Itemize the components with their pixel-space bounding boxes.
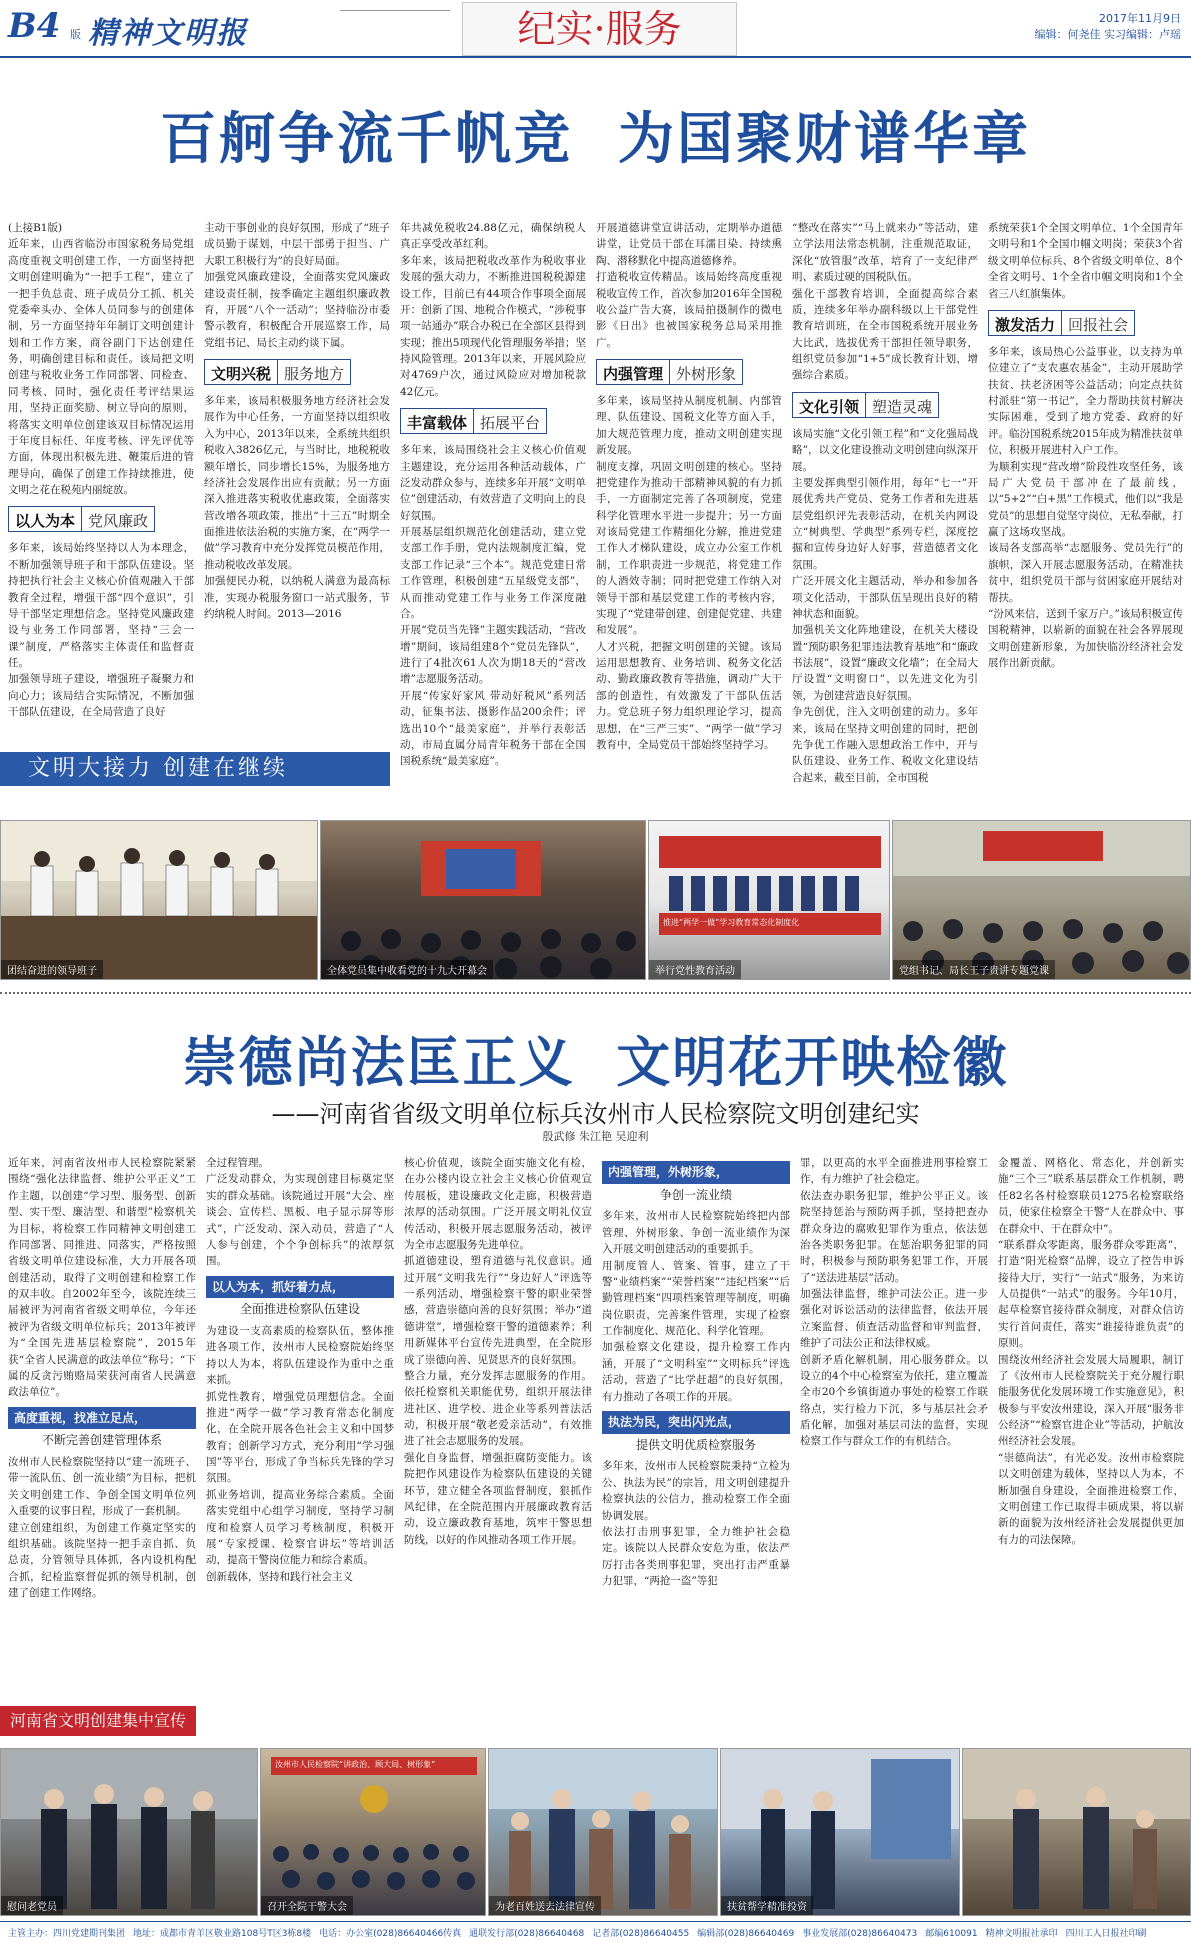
- story2-col2: [206, 1155, 394, 1585]
- paragraph: “汾风来信，送到千家万户。”该局积极宣传国税精神，以崭新的面貌在社会各界展现文明创建新形象，为加快临汾经济社会发展作出新贡献。: [988, 607, 1183, 669]
- paragraph: 开展道德讲堂宣讲活动，定期举办道德讲堂，让党员干部在耳濡目染、持续熏陶、潜移默化中提高道德修养。: [596, 222, 782, 267]
- sub-heading-secondary: 不断完善创建管理体系: [41, 1433, 162, 1448]
- story2-col5: [800, 1155, 988, 1450]
- story1-headline: 百舸争流千帆竞 为国聚财谱华章: [160, 107, 1031, 172]
- sub-heading-secondary: 争创一流业绩: [659, 1187, 732, 1202]
- section-heading: 文明兴税 服务地方: [204, 359, 390, 385]
- paragraph: 强化干部教育培训，全面提高综合素质，连续多年举办副科级以上干部党性教育培训班，在全市国税系统开展业务大比武，选拔优秀干部担任领导职务，组织党员参加“1+5”成长教育计划，增强综合素质。: [792, 287, 978, 382]
- visit-illustration: [1, 1749, 258, 1916]
- paragraph: 开展“传家好家风 带动好税风”系列活动，征集书法、摄影作品200余件；评选出10个“最美家庭”，并举行表彰活动，市局直属分局青年税务干部在全国国税系统“最美家庭”。: [400, 689, 586, 768]
- leadership-team-illustration: [1, 821, 318, 980]
- paragraph: 多年来，该局把税收改革作为税收事业发展的强大动力，不断推进国税税源建设工作，目前已有44项合作事项全面展开：创新了国、地税合作模式，“涉税事项一站通办”联合办税已在全部区县得到实现；推出5项现代化管理服务举措；坚持风险管理。2013年以来，开展风险应对4769户次，通过风险应对增加税款42亿元。: [400, 254, 586, 398]
- paragraph: 主要发挥典型引领作用，每年“七一”开展优秀共产党员、党务工作者和先进基层党组织评先表彰活动，在机关内网设立“树典型、学典型”系列专栏，深度挖掘和宣传身边好人好事，营造德者文化氛围。: [792, 476, 978, 571]
- poverty-relief-illustration: [721, 1749, 960, 1916]
- story1-photo-3: [648, 820, 890, 980]
- story2-col1: [8, 1155, 196, 1601]
- story2-photo-1: [0, 1748, 258, 1916]
- footer-item: 电话：办公室(028)86640466传真: [319, 1929, 462, 1939]
- paragraph: 多年来，该局热心公益事业，以支持为单位建立了“支农惠农基金”，主动开展助学扶贫、扶老济困等公益活动；向定点扶贫村派驻“第一书记”，全力帮助扶贫村解决实际困难，受到了地方党委、政府的好评。临汾国税系统2015年成为精准扶贫单位，积极开展进村入户工作。: [988, 345, 1183, 457]
- story1-banner: [0, 752, 390, 786]
- story1-col5: [792, 220, 978, 786]
- photo-caption: 慰问老党员: [1, 1896, 63, 1915]
- footer-item: 记者部(028)86640455: [592, 1929, 690, 1939]
- paragraph: 加强领导班子建设，增强班子凝聚力和向心力；该局结合实际情况，不断加强干部队伍建设，在全局营造了良好: [8, 673, 194, 719]
- paragraph: 围绕汝州经济社会发展大局履职，制订了《汝州市人民检察院关于充分履行职能服务优化发展环境工作实施意见》，积极参与平安汝州建设，深入开展“服务非公经济”“检察官进企业”等活动，护航汝州经济社会发展。: [998, 1353, 1184, 1448]
- paragraph: 广泛开展文化主题活动，举办和参加各项文化活动，干部队伍呈现出良好的精神状态和面貌。: [792, 575, 978, 620]
- story2-col3: [404, 1155, 592, 1548]
- banner-text: 河南省文明创建集中宣传: [9, 1711, 186, 1730]
- footer-item: 地址：成都市青羊区敬业路108号T区3栋8楼: [133, 1929, 312, 1939]
- paragraph: 多年来，汝州市人民检察院始终把内部管理、外树形象、争创一流业绩作为深入开展文明创建活动的重要抓手。: [602, 1210, 790, 1256]
- photo-caption: 举行党性教育活动: [649, 960, 741, 979]
- story2-subtitle: ——河南省省级文明单位标兵汝州市人民检察院文明创建纪实: [271, 1100, 920, 1128]
- paragraph: 近年来，山西省临汾市国家税务局党组高度重视文明创建工作，一方面坚持把文明创建明确为“一把手工程”，建立了一把手负总责、班子成员分工抓、机关党委牵头办、全体人员同参与的创建体制，另一方面坚持年年制订文明创建计划和工作方案，商谷副门下达创建任务，明确创建目标和责任。该局把文明创建与税收业务工作同部署、同检查、同考核、同时，强化责任考评结果运用，坚持正面奖励、树立导向的原则，将落实文明单位创建该双目标情况运用于年度目标任、年度考核、评先评优等方面，体现出积极先进、鞭策后进的管理导向，确保了创建工作持续推进，使文明之花在税苑内丽绽放。: [8, 238, 194, 496]
- paragraph: 抓业务培训，提高业务综合素质。全面落实党组中心组学习制度，坚持学习制度和检察人员学习考核制度，积极开展“专家授课、检察官讲坛”等培训活动，提高干警岗位能力和综合素质。: [206, 1488, 394, 1567]
- story2-photo-3: [488, 1748, 718, 1916]
- masthead: 精神文明报: [88, 16, 248, 51]
- paragraph: 罪，以更高的水平全面推进刑事检察工作，有力维护了社会稳定。: [800, 1157, 988, 1186]
- story2-photo-5: [962, 1748, 1191, 1916]
- paragraph: 创新载体，坚持和践行社会主义: [206, 1570, 353, 1583]
- banner-text: 文明大接力 创建在继续: [28, 756, 288, 781]
- family-visit-illustration: [963, 1749, 1191, 1916]
- story1-photo-4: [892, 820, 1191, 980]
- paragraph: 该局实施“文化引领工程”和“文化强局战略”，以文化建设推动文明创建向纵深开展。: [792, 427, 978, 473]
- story2-photo-2: [260, 1748, 486, 1916]
- photo-caption: 党组书记、局长王子贵讲专题党课: [893, 960, 1055, 979]
- footer-item: 事业发展部(028)86640473: [802, 1929, 918, 1939]
- paragraph: 打造税收宣传精品。该局始终高度重视税收宣传工作，首次参加2016年全国税收公益广告大赛，该局拍摄制作的微电影《日出》也被国家税务总局采用推广。: [596, 271, 782, 349]
- paragraph: 强化自身监督，增强拒腐防变能力。该院把作风建设作为检察队伍建设的关键环节，建立健全各项监督制度，狠抓作风纪律，在全院范围内开展廉政教育活动，设立廉政教育基地，筑牢干警思想防线，以好的作风推动各项工作开展。: [404, 1451, 592, 1546]
- story2-col6: [998, 1155, 1184, 1548]
- paragraph: 开展基层组织规范化创建活动，建立党支部工作手册，党内法规制度汇编，党支部工作记录“三个本”。规范党建日常工作管理，积极创建“五星级党支部”，从而推动党建工作与业务工作深度融合。: [400, 526, 586, 620]
- paragraph: 加强党风廉政建设，全面落实党风廉政建设责任制，按季确定主题组织廉政教育，开展“八个一活动”；坚持临汾市委警示教育，积极配合开展巡察工作，局党组书记、局长主动约谈下属。: [204, 271, 390, 349]
- sub-heading-secondary: 提供文明优质检察服务: [635, 1437, 756, 1452]
- meeting-hall-illustration: [321, 821, 646, 980]
- paragraph: 用制度管人、管案、管事，建立了干警“业绩档案”“荣誉档案”“违纪档案”“后勤管理档案”四项档案管理等制度，明确岗位职责，完善案件管理，实现了检察工作制度化、规范化、科学化管理。: [602, 1259, 790, 1338]
- paragraph: 加强检察文化建设，提升检察工作内涵，开展了“文明科室”“文明标兵”评选活动，营造了“比学赶超”的良好氛围，有力推动了各项工作的开展。: [602, 1341, 790, 1403]
- paragraph: 人才兴税，把握文明创建的关键。该局运用思想教育、业务培训、税务文化活动、勤政廉政教育等措施，调动广大干部的创造性，有效激发了干部队伍活力。党总班子努力组织理论学习，提高思想，在“三严三实”、“两学一做”学习教育中，全局党员干部始终坚持学习。: [596, 640, 782, 751]
- paragraph: 依法打击刑事犯罪，全力维护社会稳定。该院以人民群众安危为重，依法严厉打击各类刑事犯罪，突出打击严重暴力犯罪，“两抢一盗”等犯: [602, 1525, 790, 1587]
- paragraph: “联系群众零距离，服务群众零距离”，打造“阳光检察”品牌，设立了控告申诉接待大厅，实行“一站式”服务，为来访人员提供“一站式”的服务。今年10月，起草检察官接待群众制度，对群众信访实行首问责任，落实“谁接待谁负责”的原则。: [998, 1238, 1184, 1350]
- section-heading: 内强管理 外树形象: [596, 359, 782, 385]
- paragraph: 年共减免税收24.88亿元，确保纳税人真正享受改革红利。: [400, 222, 586, 251]
- paragraph: 广泛发动群众，为实现创建目标奠定坚实的群众基础。该院通过开展“大会、座谈会、宣传栏、黑板、电子显示屏等形式”，广泛发动、深入动员，营造了“人人参与创建，个个争创标兵”的浓厚氛围。: [206, 1173, 394, 1268]
- photo-caption: 召开全院干警大会: [261, 1896, 353, 1915]
- page-footer: [0, 1921, 1191, 1943]
- sub-heading: 以人为本，抓好着力点，: [206, 1276, 394, 1299]
- paragraph: 整合力量，充分发挥志愿服务的作用。依托检察机关职能优势，组织开展法律进社区、进学校、进企业等系列普法活动，积极开展“敬老爱亲活动”，有效推进了社会志愿服务的发展。: [404, 1369, 592, 1448]
- story1-photo-2: [320, 820, 646, 980]
- story2-headline: 崇德尚法匡正义 文明花开映检徽: [182, 1031, 1009, 1094]
- paragraph: 争先创优，注入文明创建的动力。多年来，该局在坚持文明创建的同时，把创先争优工作融入思想政治工作中，开与队伍建设、业务工作、税收文化建设结合起来，截至目前，全市国税: [792, 706, 978, 784]
- outreach-illustration: [489, 1749, 718, 1916]
- story-separator: [0, 992, 1191, 994]
- paragraph: 加强法律监督，维护司法公正。进一步强化对诉讼活动的法律监督，依法开展立案监督、侦查活动监督和审判监督，维护了司法公正和法律权威。: [800, 1288, 988, 1350]
- story1-col1: [8, 220, 194, 721]
- paragraph: 多年来，汝州市人民检察院秉持“立检为公、执法为民”的宗旨，用文明创建提升检察执法的公信力，推动检察工作全面协调发展。: [602, 1460, 790, 1522]
- header-rule: [0, 56, 1191, 58]
- photo-banner-text: 汝州市人民检察院“讲政治、顾大局、树形象”: [275, 1760, 436, 1769]
- paragraph: 该局各支部高举“志愿服务、党员先行”的旗帜，深入开展志愿服务活动，在精准扶贫中，组织党员干部与贫困家庭开展结对帮扶。: [988, 542, 1183, 604]
- sub-heading: 内强管理，外树形象，: [602, 1161, 790, 1184]
- section-box: [462, 2, 737, 56]
- footer-item: 通联发行部(028)86640468: [469, 1929, 585, 1939]
- paragraph: 汝州市人民检察院坚持以“建一流班子、带一流队伍、创一流业绩”为目标，把机关文明创建工作、争创全国文明单位列入重要的议事日程，形成了一套机制。: [8, 1456, 196, 1518]
- story2-byline: 殷武修 朱江艳 吴迎利: [542, 1130, 649, 1143]
- paragraph: 系统荣获1个全国文明单位、1个全国青年文明号和1个全国巾帼文明岗；荣获3个省级文明单位标兵、8个省级文明单位、8个全省文明号、1个全省巾帼文明岗和1个全省三八红旗集体。: [988, 222, 1183, 300]
- paragraph: 加强机关文化阵地建设，在机关大楼设置“预防职务犯罪违法教育基地”和“廉政书法展”，设置“廉政文化墙”；在全局大厅设置“文明窗口”，以先进文化为引领，为创建营造良好氛围。: [792, 624, 978, 702]
- sub-heading: 高度重视，找准立足点，: [8, 1407, 196, 1430]
- photo-banner-text: 推进“两学一做”学习教育常态化制度化: [663, 918, 800, 927]
- section-heading: 以人为本 党风廉政: [8, 506, 194, 532]
- section-heading: 激发活力 回报社会: [988, 310, 1183, 336]
- paragraph: 全过程管理。: [206, 1157, 269, 1169]
- paragraph: 抓党性教育，增强党员理想信念。全面推进“两学一做”学习教育常态化制度化，在全院开展各色社会主义和中国梦教育；创新学习方式，充分利用“学习强国”等平台，形成了争当标兵先锋的学习氛围。: [206, 1390, 394, 1485]
- paragraph: 金覆盖、网格化、常态化，并创新实施“三个三”联系基层群众工作机制，聘任82名各村检察联员1275名检察联络员，使家住检察全干警“人在群众中、事在群众中、干在群众中”。: [998, 1157, 1184, 1235]
- paragraph: 多年来，该局始终坚持以人为本理念，不断加强领导班子和干部队伍建设。坚持把执行社会主义核心价值观融入干部教育全过程，增强干部“四个意识”，引导干部坚定理想信念。坚持党风廉政建设与业务工作同部署，坚持“三会一课”制度，严格落实主体责任和监督责任。: [8, 542, 194, 669]
- story2-photo-4: [720, 1748, 960, 1916]
- issue-date: 2017年11月9日: [1099, 12, 1181, 25]
- section-heading: 丰富载体 拓展平台: [400, 408, 586, 434]
- paragraph: 主动干事创业的良好氛围，形成了“班子成员勤于谋划，中层干部勇于担当、广大职工积极行为”的良好局面。: [204, 222, 390, 267]
- section-title: 纪实·服务: [517, 7, 682, 51]
- paragraph: 建立创建组织，为创建工作奠定坚实的组织基础。该院坚持一把手亲自抓、负总责，分管领导具体抓，各内设机构配合抓，纪检监察督促抓的领导机制，创建了创建工作网络。: [8, 1521, 196, 1600]
- photo-caption: 扶贫帮学精准投资: [721, 1896, 813, 1915]
- footer-item: 四川工人日报社印刷: [1065, 1929, 1147, 1939]
- paragraph: “整改在落实”“马上就来办”等活动，建立学法用法常态机制，注重规范取证，深化“放管服”改革，培育了一支纪律严明、素质过硬的国税队伍。: [792, 222, 978, 284]
- footer-item: 主管主办：四川党建期刊集团: [8, 1929, 126, 1939]
- photo-caption: 全体党员集中收看党的十九大开幕会: [321, 960, 493, 979]
- editors-line: 编辑：何尧佳 实习编辑：卢瑶: [1034, 28, 1181, 41]
- assembly-illustration: [261, 1749, 486, 1916]
- story2-banner: [0, 1706, 196, 1736]
- sub-heading: 执法为民，突出闪光点，: [602, 1411, 790, 1434]
- page-number: B4: [8, 6, 61, 46]
- page-header: [0, 0, 1191, 58]
- header-deco-line: [340, 10, 450, 50]
- story1-col3: [400, 220, 586, 770]
- paragraph: 近年来，河南省汝州市人民检察院紧紧围绕“强化法律监督、维护公平正义”工作主题，以创建“学习型、服务型、创新型、实干型、廉洁型、和谐型”检察机关为目标，将检察工作同精神文明创建工作同部署、同推进、同落实，严格按照省级文明单位建设标准，大力开展各项创建活动，取得了文明创建和检察工作的双丰收。自2002年至今，该院连续三届被评为河南省省级文明单位，今年还被评为省级文明单位标兵；2013年被评为“全国先进基层检察院”，2015年获“全省人民满意的政法单位”称号；“下属的反贪污贿赂局荣获河南省人民满意政法单位”。: [8, 1157, 196, 1399]
- story2-col4: [602, 1155, 790, 1589]
- page-number-suffix: 版: [70, 28, 81, 41]
- footer-item: 编辑部(028)86640469: [697, 1929, 795, 1939]
- story1-col4: [596, 220, 782, 753]
- paragraph: 制度支撑，巩固文明创建的核心。坚持把党建作为推动干部精神风貌的有力抓手，一方面制定完善了各项制度，党建科学化管理水平进一步提升；另一方面对该局党建工作精细化分解，推进党建工作人才梯队建设，成立办公室工作机制，工作职责进一步规范，将党建工作的人酒效寺制；同时把党建工作纳入对领导干部和基层党建工作的考核内容，实现了“党建带创建、创建促党建、共建和发展”。: [596, 460, 782, 637]
- story1-col2: [204, 220, 390, 622]
- photo-caption: 为老百姓送去法律宣传: [489, 1896, 601, 1915]
- paragraph: 多年来，该局围绕社会主义核心价值观主题建设，充分运用各种活动载体，广泛发动群众参与，连续多年开展“文明单位”创建活动，有效营造了文明向上的良好氛围。: [400, 444, 586, 522]
- paragraph: 开展“党员当先锋”主题实践活动，“营改增”期间，该局组建8个“党员先锋队”，进行了4批次61人次为期18天的“营改增”志愿服务活动。: [400, 624, 586, 686]
- ceremony-illustration: [649, 821, 890, 980]
- paragraph: 核心价值观，该院全面实施文化有检，在办公楼内设立社会主义核心价值观宣传展板，建设廉政文化走廊，积极营造浓厚的活动氛围。广泛开展文明礼仪宣传活动，积极开展志愿服务活动，被评为全市志愿服务先进单位。: [404, 1157, 592, 1251]
- paragraph: 为建设一支高素质的检察队伍，整体推进各项工作，汝州市人民检察院始终坚持以人为本，将队伍建设作为重中之重来抓。: [206, 1325, 394, 1387]
- lead-note: (上接B1版): [8, 222, 63, 234]
- paragraph: 抓道德建设，塑育道德与礼仪意识。通过开展“文明我先行”“身边好人”评选等一系列活动，增强检察干警的职业荣誉感，营造崇德向善的良好氛围；举办“道德讲堂”，增强检察干警的道德素养；利用新媒体平台宣传先进典型，在全院形成了崇德向善、见贤思齐的良好氛围。: [404, 1255, 592, 1366]
- story1-photo-1: [0, 820, 318, 980]
- lecture-illustration: [893, 821, 1191, 980]
- paragraph: 创新矛盾化解机制，用心服务群众。以设立的4个中心检察室为依托，建立覆盖全市20个乡镇街道办事处的检察工作联络点，实行检力下沉，多与基层社会矛盾化解，加强对基层司法的监督，实现检察工作与群众工作的有机结合。: [800, 1353, 988, 1448]
- section-heading: 文化引领 塑造灵魂: [792, 392, 978, 418]
- paragraph: 为顺利实现“营改增”阶段性攻坚任务，该局广大党员干部冲在了最前线，以“5+2”“白+黑”工作模式，他们以“我是党员”的思想自觉坚守岗位，无私奉献，打赢了这场攻坚战。: [988, 460, 1183, 538]
- paragraph: 依法查办职务犯罪，维护公平正义。该院坚持惩治与预防两手抓，坚持把查办群众身边的腐败犯罪作为重点，依法惩治各类职务犯罪。在惩治职务犯罪的同时，积极参与预防职务犯罪工作，开展了“送法进基层”活动。: [800, 1189, 988, 1284]
- paragraph: 多年来，该局积极服务地方经济社会发展作为中心任务，一方面坚持以组织收入为中心，2013年以来，全系统共组织税收入3826亿元，与当时比，地税税收额年增长，同步增长15%，为服务地方经济社会发展作出应有贡献；另一方面深入推进落实税收优惠政策，全面落实营改增各项政策，推出“十三五”时期全面推进依法治税的实施方案，在“两学一做”学习教育中充分发挥党员模范作用，推动税收改革发展。: [204, 395, 390, 571]
- sub-heading-secondary: 全面推进检察队伍建设: [239, 1302, 360, 1317]
- paragraph: “崇德尚法”，有光必发。汝州市检察院以文明创建为载体，坚持以人为本，不断加强自身建设，全面推进检察工作，文明创建工作已取得丰硕成果，将以崭新的面貌为汝州经济社会发展提供更加有力的司法保障。: [998, 1451, 1184, 1546]
- story1-col6: [988, 220, 1183, 671]
- photo-caption: 团结奋进的领导班子: [1, 960, 103, 979]
- paragraph: 多年来，该局坚持从制度机制、内部管理、队伍建设、国税文化等方面入手，加大规范管理力度，推动文明创建实现新发展。: [596, 395, 782, 457]
- footer-item: 精神文明报社承印: [985, 1929, 1058, 1939]
- footer-item: 邮编610091: [925, 1929, 978, 1939]
- paragraph: 加强便民办税，以纳税人满意为最高标准，实现办税服务窗口一站式服务，节约纳税人时间。2013—2016: [204, 575, 390, 620]
